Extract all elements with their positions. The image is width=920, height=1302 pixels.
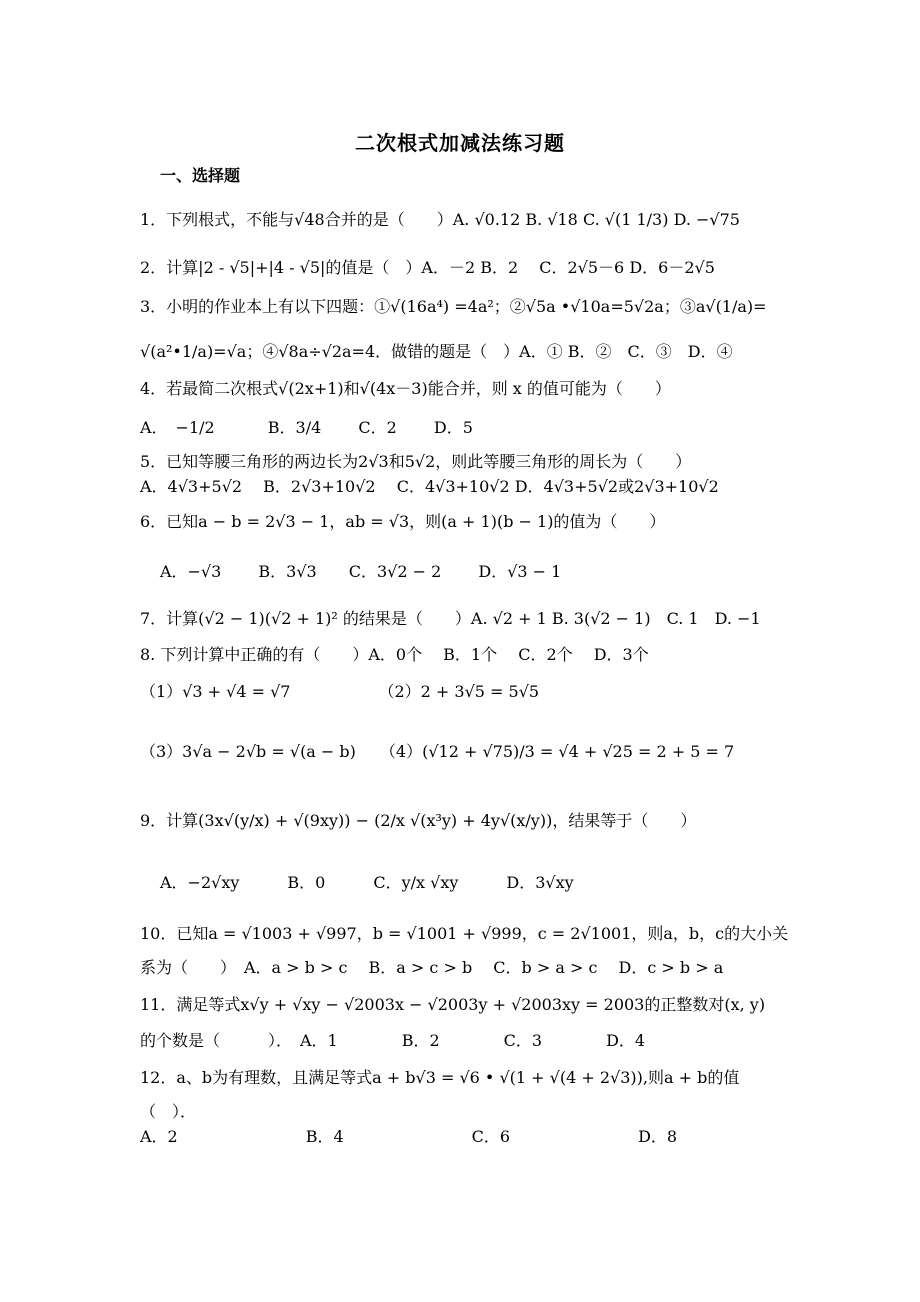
question-6-options: A．−√3 B．3√3 C．3√2 − 2 D．√3 − 1 [160, 562, 562, 581]
question-12: 12．a、b为有理数，且满足等式a + b√3 = √6 • √(1 + √(4 + 2√3)),则a + b的值 [140, 1068, 740, 1087]
question-8: 8. 下列计算中正确的有（ ）A．0个 B．1个 C．2个 D．3个 [140, 645, 649, 664]
question-8-items-1-2: （1）√3 + √4 = √7 （2）2 + 3√5 = 5√5 [140, 682, 540, 701]
page-title: 二次根式加减法练习题 [355, 131, 565, 155]
question-11: 11．满足等式x√y + √xy − √2003x − √2003y + √2003xy = 2003的正整数对(x, y) [140, 995, 766, 1014]
section-heading: 一、选择题 [160, 166, 241, 185]
question-1: 1．下列根式，不能与√48合并的是（ ）A. √0.12 B. √18 C. √(1 1/3) D. −√75 [140, 210, 740, 229]
question-11-options: 的个数是（ ）． A．1 B．2 C．3 D．4 [140, 1031, 646, 1050]
question-9-options: A．−2√xy B．0 C．y/x √xy D．3√xy [160, 873, 574, 892]
question-4-options: A． −1/2 B．3/4 C．2 D．5 [140, 418, 473, 437]
question-5: 5．已知等腰三角形的两边长为2√3和5√2，则此等腰三角形的周长为（ ） [140, 452, 692, 471]
question-7: 7．计算(√2 − 1)(√2 + 1)² 的结果是（ ）A. √2 + 1 B. 3(√2 − 1) C. 1 D. −1 [140, 609, 761, 628]
question-8-items-3-4: （3）3√a − 2√b = √(a − b) （4）(√12 + √75)/3 = √4 + √25 = 2 + 5 = 7 [140, 742, 735, 761]
question-9: 9．计算(3x√(y/x) + √(9xy)) − (2/x √(x³y) + 4y√(x/y))，结果等于（ ） [140, 811, 697, 830]
question-5-options: A．4√3+5√2 B．2√3+10√2 C．4√3+10√2 D．4√3+5√2或2√3+10√2 [140, 477, 719, 496]
question-12-line-2: （ ）． [140, 1102, 197, 1121]
question-10: 10．已知a = √1003 + √997，b = √1001 + √999，c = 2√1001，则a，b，c的大小关 [140, 924, 789, 943]
question-10-options: 系为（ ） A．a > b > c B．a > c > b C．b > a > c D．c > b > a [140, 958, 724, 977]
question-6: 6．已知a − b = 2√3 − 1，ab = √3，则(a + 1)(b − 1)的值为（ ） [140, 512, 666, 531]
question-3-line-2: √(a²•1/a)=√a；④√8a÷√2a=4．做错的题是（ ）A．① B．② C．③ D．④ [140, 342, 733, 361]
question-4: 4．若最简二次根式√(2x+1)和√(4x－3)能合并，则 x 的值可能为（ ） [140, 379, 671, 398]
question-12-options: A．2 B．4 C．6 D．8 [140, 1127, 678, 1146]
question-3-line-1: 3．小明的作业本上有以下四题：①√(16a⁴) =4a²；②√5a •√10a=5√2a；③a√(1/a)= [140, 297, 767, 316]
question-2: 2．计算|2 - √5|+|4 - √5|的值是（ ）A．－2 B．2 C．2√5－6 D．6－2√5 [140, 258, 715, 277]
